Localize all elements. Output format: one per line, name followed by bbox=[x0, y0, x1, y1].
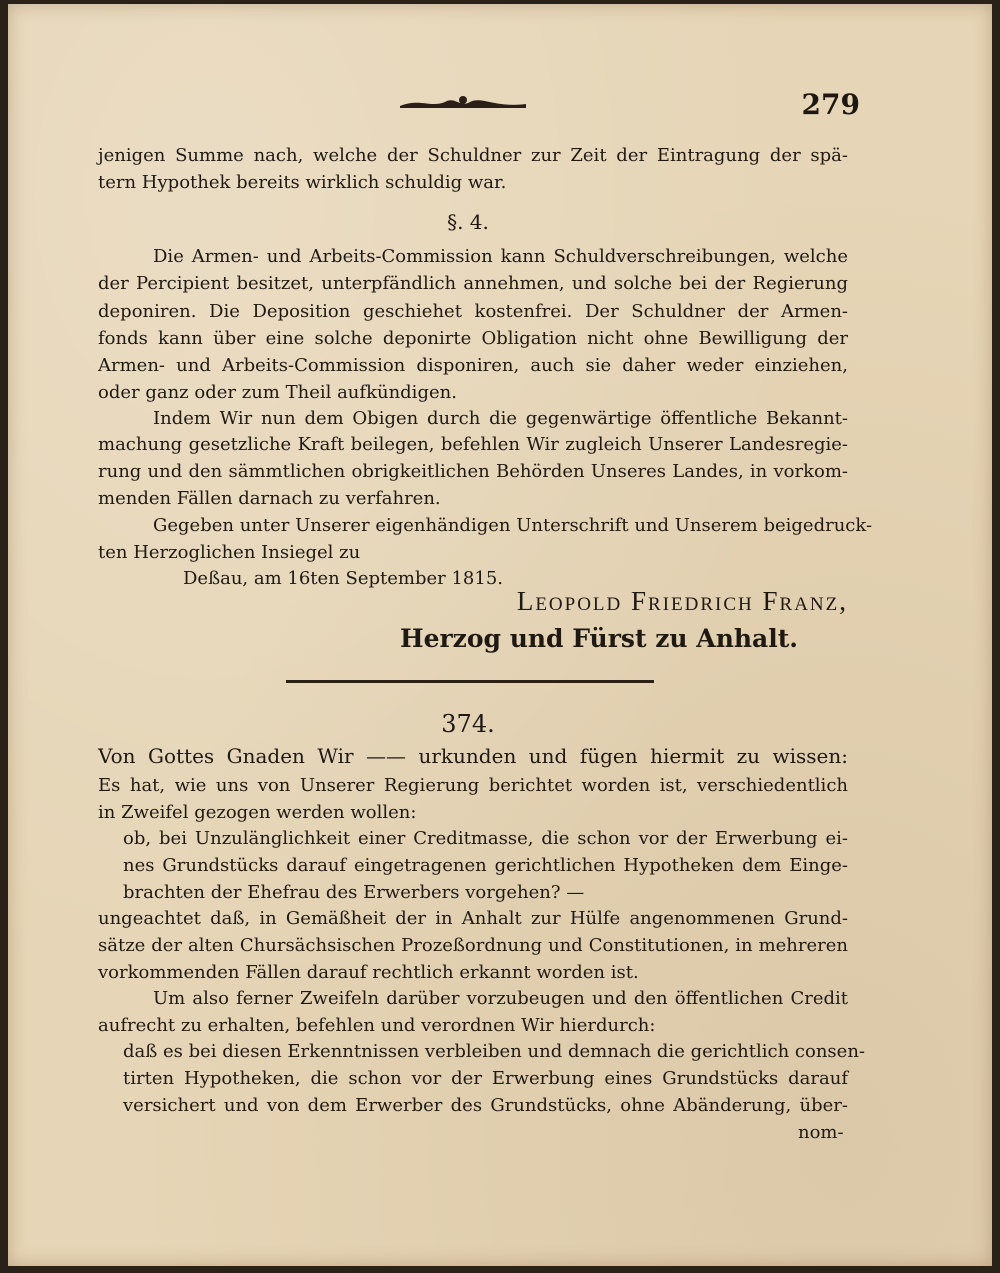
text-line: vorkommenden Fällen darauf rechtlich erkannt worden ist. bbox=[98, 962, 639, 983]
text-line: oder ganz oder zum Theil aufkündigen. bbox=[98, 382, 457, 403]
text-line: tern Hypothek bereits wirklich schuldig war. bbox=[98, 172, 507, 193]
text-line: Die Armen- und Arbeits-Commission kann Schuldverschreibungen, welche bbox=[153, 246, 848, 267]
date-line: Deßau, am 16ten September 1815. bbox=[183, 568, 503, 589]
text-line: ten Herzoglichen Insiegel zu bbox=[98, 542, 361, 563]
text-line: versichert und von dem Erwerber des Grundstücks, ohne Abänderung, über- bbox=[123, 1095, 848, 1116]
text-line: machung gesetzliche Kraft beilegen, befehlen Wir zugleich Unserer Landesregie- bbox=[98, 434, 848, 455]
text-line: menden Fällen darnach zu verfahren. bbox=[98, 488, 441, 509]
text-line: ungeachtet daß, in Gemäßheit der in Anhalt zur Hülfe angenommenen Grund- bbox=[98, 908, 848, 929]
text-line: deponiren. Die Deposition geschiehet kostenfrei. Der Schuldner der Armen- bbox=[98, 301, 848, 322]
signature-title: Herzog und Fürst zu Anhalt. bbox=[399, 624, 798, 653]
text-line: der Percipient besitzet, unterpfändlich annehmen, und solche bei der Regierung bbox=[98, 273, 848, 294]
text-line: Von Gottes Gnaden Wir —— urkunden und fügen hiermit zu wissen: bbox=[98, 744, 848, 768]
section-heading: §. 4. bbox=[447, 210, 489, 234]
text-line: Indem Wir nun dem Obigen durch die gegenwärtige öffentliche Bekannt- bbox=[153, 408, 848, 429]
text-line: rung und den sämmtlichen obrigkeitlichen Behörden Unseres Landes, in vorkom- bbox=[98, 461, 848, 482]
divider bbox=[286, 680, 654, 683]
text-line: brachten der Ehefrau des Erwerbers vorgehen? — bbox=[123, 882, 585, 903]
text-line: Es hat, wie uns von Unserer Regierung berichtet worden ist, verschiedentlich bbox=[98, 775, 848, 796]
catchword: nom- bbox=[798, 1122, 844, 1143]
text-line: Armen- und Arbeits-Commission disponiren, auch sie daher weder einziehen, bbox=[98, 355, 848, 376]
ordinance-number: 374. bbox=[441, 710, 495, 738]
ornament-icon bbox=[400, 94, 526, 110]
text-line: Gegeben unter Unserer eigenhändigen Unterschrift und Unserem beigedruck- bbox=[153, 515, 873, 536]
document-page bbox=[8, 4, 992, 1266]
text-line: fonds kann über eine solche deponirte Obligation nicht ohne Bewilligung der bbox=[98, 328, 848, 349]
text-line: aufrecht zu erhalten, befehlen und verordnen Wir hierdurch: bbox=[98, 1015, 656, 1036]
text-line: jenigen Summe nach, welche der Schuldner zur Zeit der Eintragung der spä- bbox=[98, 145, 848, 166]
page-number: 279 bbox=[801, 88, 860, 121]
text-line: ob, bei Unzulänglichkeit einer Creditmasse, die schon vor der Erwerbung ei- bbox=[123, 828, 848, 849]
text-line: tirten Hypotheken, die schon vor der Erwerbung eines Grundstücks darauf bbox=[123, 1068, 848, 1089]
text-line: Um also ferner Zweifeln darüber vorzubeugen und den öffentlichen Credit bbox=[153, 988, 848, 1009]
text-line: nes Grundstücks darauf eingetragenen gerichtlichen Hypotheken dem Einge- bbox=[123, 855, 848, 876]
text-line: in Zweifel gezogen werden wollen: bbox=[98, 802, 417, 823]
text-line: sätze der alten Chursächsischen Prozeßordnung und Constitutionen, in mehreren bbox=[98, 935, 848, 956]
text-line: daß es bei diesen Erkenntnissen verbleiben und demnach die gerichtlich consen- bbox=[123, 1041, 865, 1062]
signature-name: Leopold Friedrich Franz, bbox=[516, 586, 848, 616]
